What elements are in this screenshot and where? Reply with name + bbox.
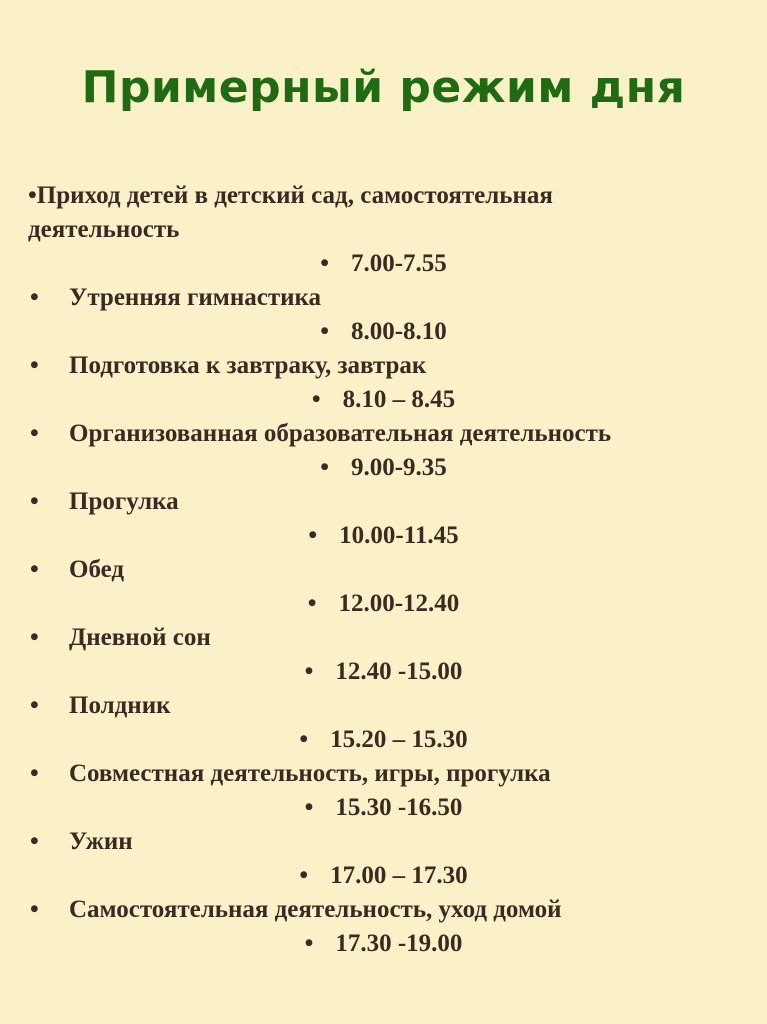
time-range bbox=[0, 247, 767, 281]
bullet-icon: • bbox=[304, 930, 314, 957]
schedule-item-time bbox=[0, 859, 767, 893]
time-label: 15.30 -16.50 bbox=[335, 794, 463, 821]
time-range bbox=[0, 859, 767, 893]
slide-title: Примерный режим дня bbox=[81, 62, 686, 113]
bullet-icon: • bbox=[311, 386, 321, 413]
bullet-icon: • bbox=[30, 896, 39, 923]
bullet-icon: • bbox=[30, 624, 39, 651]
bullet-icon: • bbox=[30, 420, 39, 447]
schedule-item-time bbox=[0, 723, 767, 757]
time-label: 9.00-9.35 bbox=[350, 454, 447, 481]
bullet-icon: • bbox=[30, 828, 39, 855]
bullet-icon: • bbox=[307, 590, 317, 617]
time-label: 17.30 -19.00 bbox=[335, 930, 463, 957]
time-label: 12.40 -15.00 bbox=[335, 658, 463, 685]
bullet-icon: • bbox=[299, 726, 309, 753]
schedule-item-activity bbox=[0, 757, 767, 791]
time-range bbox=[0, 791, 767, 825]
activity-label: Подготовка к завтраку, завтрак bbox=[69, 352, 427, 379]
time-label: 12.00-12.40 bbox=[338, 590, 460, 617]
schedule-item-time bbox=[0, 315, 767, 349]
schedule-item-time bbox=[0, 247, 767, 281]
time-range bbox=[0, 315, 767, 349]
time-label: 8.10 – 8.45 bbox=[342, 386, 456, 413]
time-range bbox=[0, 723, 767, 757]
time-label: 7.00-7.55 bbox=[350, 250, 447, 277]
schedule-item-activity bbox=[0, 621, 767, 655]
schedule-item-activity bbox=[0, 689, 767, 723]
schedule-item-time bbox=[0, 383, 767, 417]
schedule-item-activity bbox=[0, 485, 767, 519]
bullet-icon: • bbox=[30, 352, 39, 379]
bullet-icon: • bbox=[30, 556, 39, 583]
activity-label: Ужин bbox=[69, 828, 133, 855]
activity-label: Полдник bbox=[69, 692, 171, 719]
schedule-item-activity bbox=[0, 179, 767, 247]
time-range bbox=[0, 927, 767, 961]
time-label: 10.00-11.45 bbox=[339, 522, 459, 549]
time-label: 15.20 – 15.30 bbox=[330, 726, 468, 753]
schedule-item-time bbox=[0, 451, 767, 485]
time-range bbox=[0, 587, 767, 621]
bullet-icon: • bbox=[308, 522, 318, 549]
bullet-icon: • bbox=[299, 862, 309, 889]
bullet-icon: • bbox=[320, 454, 329, 481]
activity-label: Утренняя гимнастика bbox=[69, 284, 322, 311]
bullet-icon: • bbox=[30, 488, 39, 515]
schedule-item-activity bbox=[0, 349, 767, 383]
schedule-item-activity bbox=[0, 553, 767, 587]
activity-label: Самостоятельная деятельность, уход домой bbox=[69, 896, 562, 923]
bullet-icon: • bbox=[30, 284, 39, 311]
activity-label: Совместная деятельность, игры, прогулка bbox=[69, 760, 551, 787]
activity-text bbox=[28, 179, 708, 247]
schedule-list bbox=[0, 179, 767, 961]
activity-label: Прогулка bbox=[69, 488, 179, 515]
time-label: 17.00 – 17.30 bbox=[330, 862, 468, 889]
bullet-icon: • bbox=[28, 182, 37, 209]
bullet-icon: • bbox=[304, 658, 314, 685]
bullet-icon: • bbox=[30, 760, 39, 787]
bullet-icon: • bbox=[304, 794, 314, 821]
schedule-item-time bbox=[0, 587, 767, 621]
schedule-item-time bbox=[0, 519, 767, 553]
schedule-item-activity bbox=[0, 281, 767, 315]
time-range bbox=[0, 451, 767, 485]
schedule-item-time bbox=[0, 927, 767, 961]
activity-label: Обед bbox=[69, 556, 125, 583]
activity-label: Дневной сон bbox=[69, 624, 211, 651]
time-range bbox=[0, 519, 767, 553]
bullet-icon: • bbox=[30, 692, 39, 719]
time-range bbox=[0, 655, 767, 689]
bullet-icon: • bbox=[320, 318, 329, 345]
schedule-item-activity bbox=[0, 417, 767, 451]
schedule-item-time bbox=[0, 655, 767, 689]
schedule-item-time bbox=[0, 791, 767, 825]
time-range bbox=[0, 383, 767, 417]
activity-label: Приход детей в детский сад, самостоятельная деятельность bbox=[28, 182, 553, 243]
schedule-item-activity bbox=[0, 825, 767, 859]
bullet-icon: • bbox=[320, 250, 329, 277]
schedule-item-activity bbox=[0, 893, 767, 927]
time-label: 8.00-8.10 bbox=[350, 318, 447, 345]
activity-label: Организованная образовательная деятельность bbox=[69, 420, 612, 447]
